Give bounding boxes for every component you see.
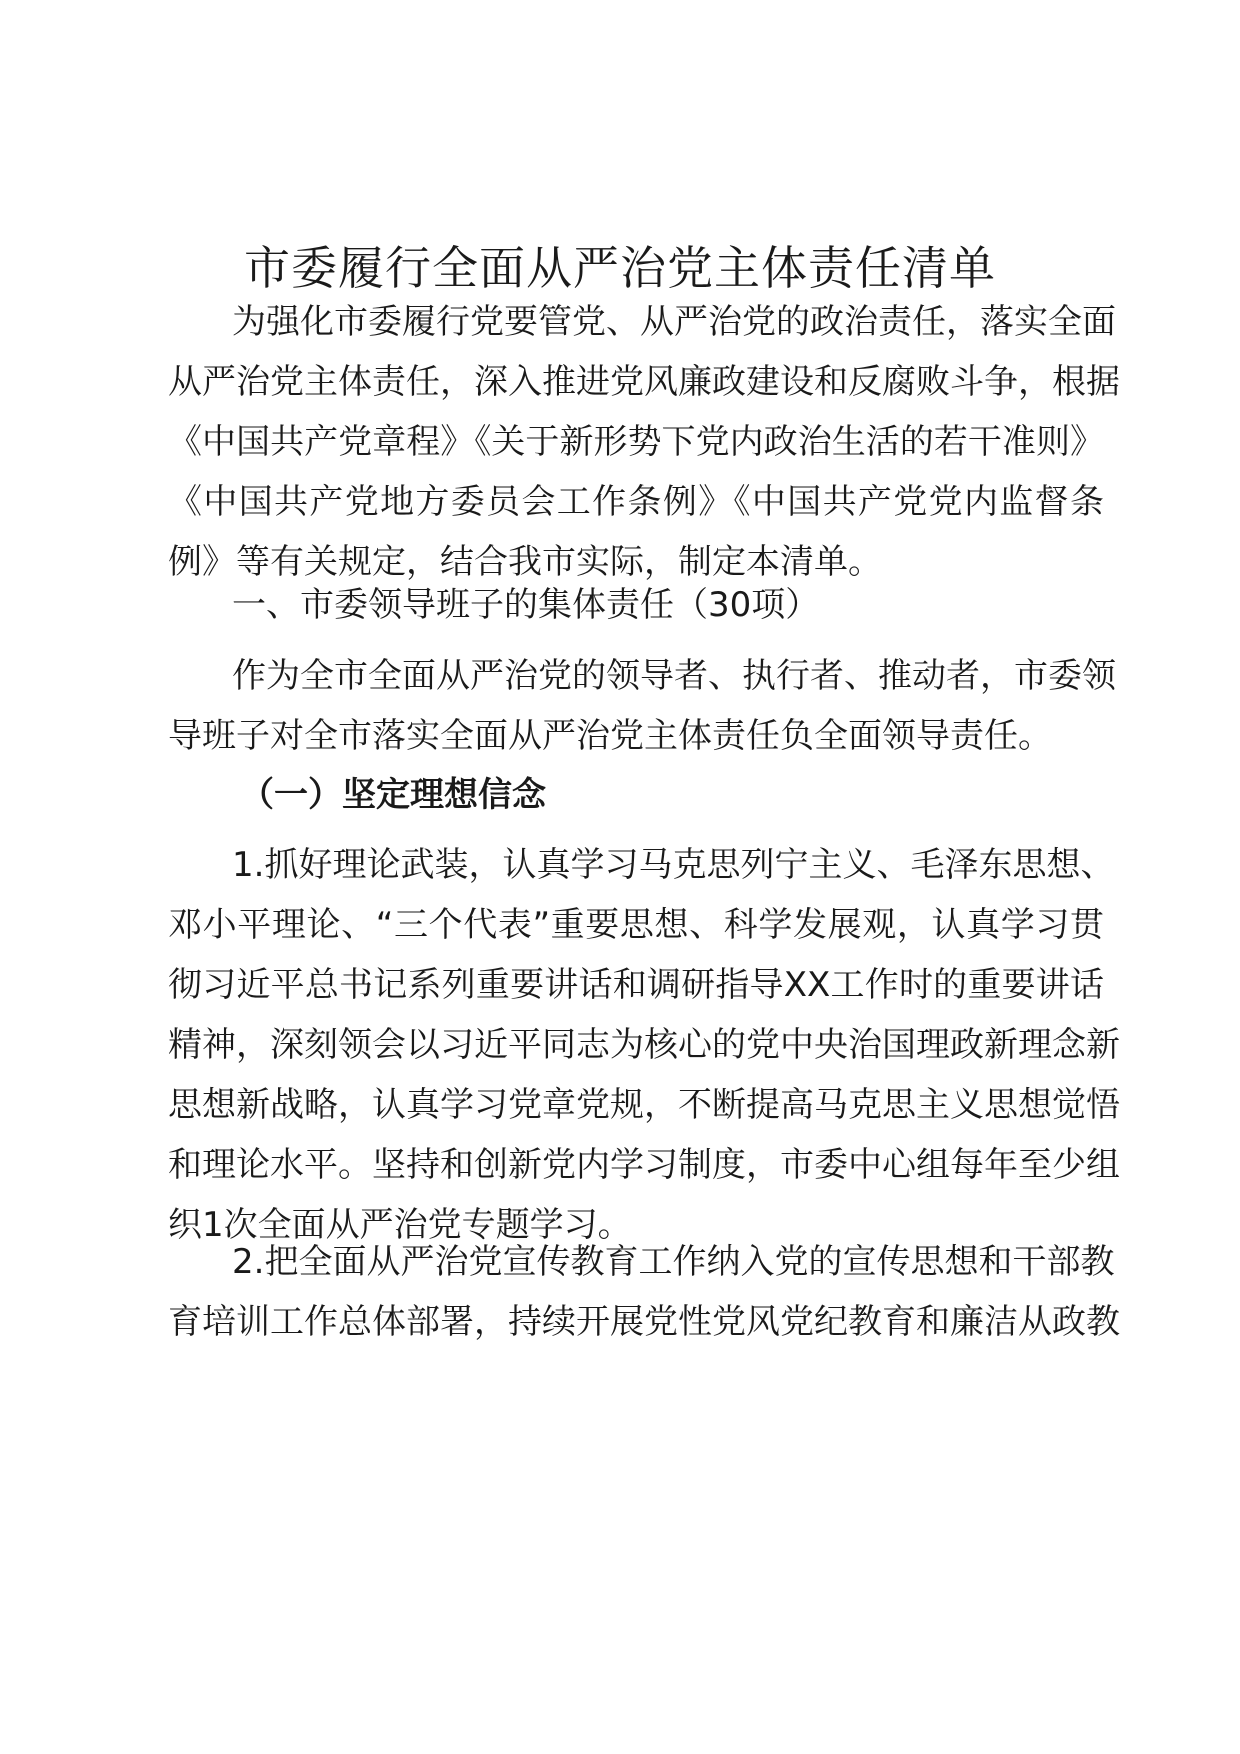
paragraph-line: 《中国共产党章程》《关于新形势下党内政治生活的若干准则》 [168, 422, 1104, 462]
paragraph-line: 思想新战略，认真学习党章党规，不断提高马克思主义思想觉悟 [168, 1085, 1120, 1125]
paragraph-line: 导班子对全市落实全面从严治党主体责任负全面领导责任。 [168, 716, 1052, 756]
paragraph-line: 2.把全面从严治党宣传教育工作纳入党的宣传思想和干部教 [232, 1242, 1115, 1282]
paragraph-line: 从严治党主体责任，深入推进党风廉政建设和反腐败斗争，根据 [168, 362, 1120, 402]
paragraph-line: 《中国共产党地方委员会工作条例》《中国共产党党内监督条 [168, 482, 1104, 522]
paragraph-line: 织1次全面从严治党专题学习。 [168, 1205, 632, 1245]
paragraph-line: 作为全市全面从严治党的领导者、执行者、推动者，市委领 [232, 656, 1116, 696]
item-2-paragraph [168, 1232, 1120, 1352]
subsection-heading: （一）坚定理想信念 [240, 775, 546, 815]
intro-paragraph [168, 292, 1120, 592]
paragraph-line: 1.抓好理论武装，认真学习马克思列宁主义、毛泽东思想、 [232, 845, 1115, 885]
section-heading: 一、市委领导班子的集体责任（30项） [232, 585, 820, 625]
paragraph-line: 邓小平理论、“三个代表”重要思想、科学发展观，认真学习贯 [168, 905, 1104, 945]
paragraph-line: 彻习近平总书记系列重要讲话和调研指导XX工作时的重要讲话 [168, 965, 1104, 1005]
paragraph-line: 为强化市委履行党要管党、从严治党的政治责任，落实全面 [232, 302, 1116, 342]
item-1-paragraph [168, 835, 1120, 1255]
section-intro-paragraph [168, 646, 1116, 766]
document-title: 市委履行全面从严治党主体责任清单 [244, 241, 996, 295]
paragraph-line: 育培训工作总体部署，持续开展党性党风党纪教育和廉洁从政教 [168, 1302, 1120, 1342]
paragraph-line: 例》等有关规定，结合我市实际，制定本清单。 [168, 542, 882, 582]
paragraph-line: 和理论水平。坚持和创新党内学习制度，市委中心组每年至少组 [168, 1145, 1120, 1185]
paragraph-line: 精神，深刻领会以习近平同志为核心的党中央治国理政新理念新 [168, 1025, 1120, 1065]
